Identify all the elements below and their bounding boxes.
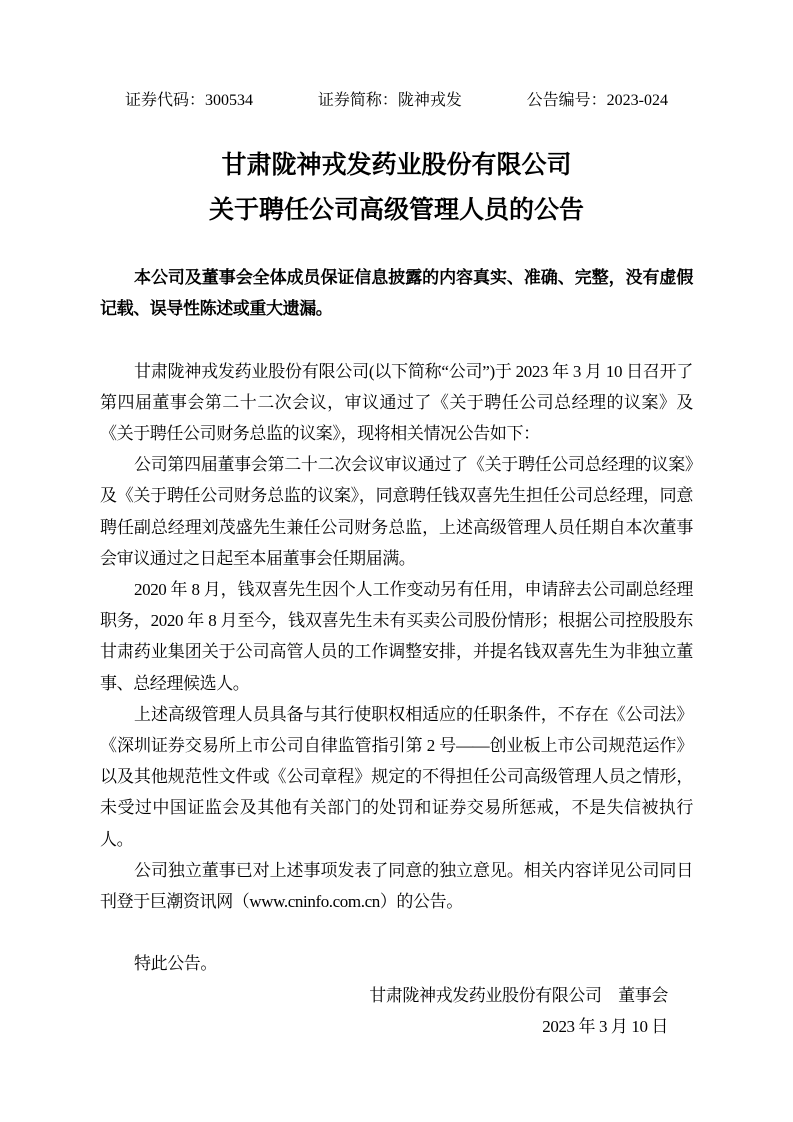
body-paragraph-1: 甘肃陇神戎发药业股份有限公司(以下简称“公司”)于 2023 年 3 月 10 日召开了第四届董事会第二十二次会议，审议通过了《关于聘任公司总经理的议案》及《关于聘任公司财务总监的议案》，现将相关情况公告如下： <box>100 361 693 443</box>
title-line-2: 关于聘任公司高级管理人员的公告 <box>208 197 584 224</box>
body-paragraph-2: 公司第四届董事会第二十二次会议审议通过了《关于聘任公司总经理的议案》及《关于聘任公司财务总监的议案》，同意聘任钱双喜先生担任公司总经理，同意聘任副总经理刘茂盛先生兼任公司财务总监，上述高级管理人员任期自本次董事会审议通过之日起至本届董事会任期届满。 <box>100 455 693 568</box>
stock-name-label: 证券简称： <box>317 92 398 109</box>
body-paragraph-4: 上述高级管理人员具备与其行使职权相适应的任职条件，不存在《公司法》《深圳证券交易所上市公司自律监管指引第 2 号——创业板上市公司规范运作》以及其他规范性文件或《公司章程》规定的不得担任公司高级管理人员之情形，未受过中国证监会及其他有关部门的处罚和证券交易所惩戒，不是失信被执行人。 <box>100 704 693 849</box>
body-paragraph-5: 公司独立董事已对上述事项发表了同意的独立意见。相关内容详见公司同日刊登于巨潮资讯网（www.cninfo.com.cn）的公告。 <box>100 860 693 912</box>
document-title <box>0 143 793 233</box>
stock-name <box>318 90 462 112</box>
stock-code-label: 证券代码： <box>125 92 206 109</box>
announcement-number-label: 公告编号： <box>526 92 607 109</box>
disclaimer-paragraph: 本公司及董事会全体成员保证信息披露的内容真实、准确、完整，没有虚假记载、误导性陈述或重大遗漏。 <box>100 268 693 319</box>
signature-block <box>100 980 693 1042</box>
signature-date: 2023 年 3 月 10 日 <box>542 1016 668 1036</box>
announcement-number-value: 2023-024 <box>606 92 668 109</box>
closing-statement: 特此公告。 <box>134 954 217 974</box>
title-line-1: 甘肃陇神戎发药业股份有限公司 <box>221 152 572 179</box>
body-paragraph-3: 2020 年 8 月，钱双喜先生因个人工作变动另有任用，申请辞去公司副总经理职务，2020 年 8 月至今，钱双喜先生未有买卖公司股份情形；根据公司控股股东甘肃药业集团关于公司高管人员的工作调整安排，并提名钱双喜先生为非独立董事、总经理候选人。 <box>100 580 693 693</box>
signature-company: 甘肃陇神戎发药业股份有限公司 董事会 <box>369 985 668 1005</box>
document-header-row <box>125 90 668 112</box>
stock-name-value: 陇神戎发 <box>397 92 462 109</box>
document-body <box>100 262 693 1042</box>
stock-code <box>125 90 253 112</box>
announcement-number <box>527 90 668 112</box>
stock-code-value: 300534 <box>205 92 254 109</box>
